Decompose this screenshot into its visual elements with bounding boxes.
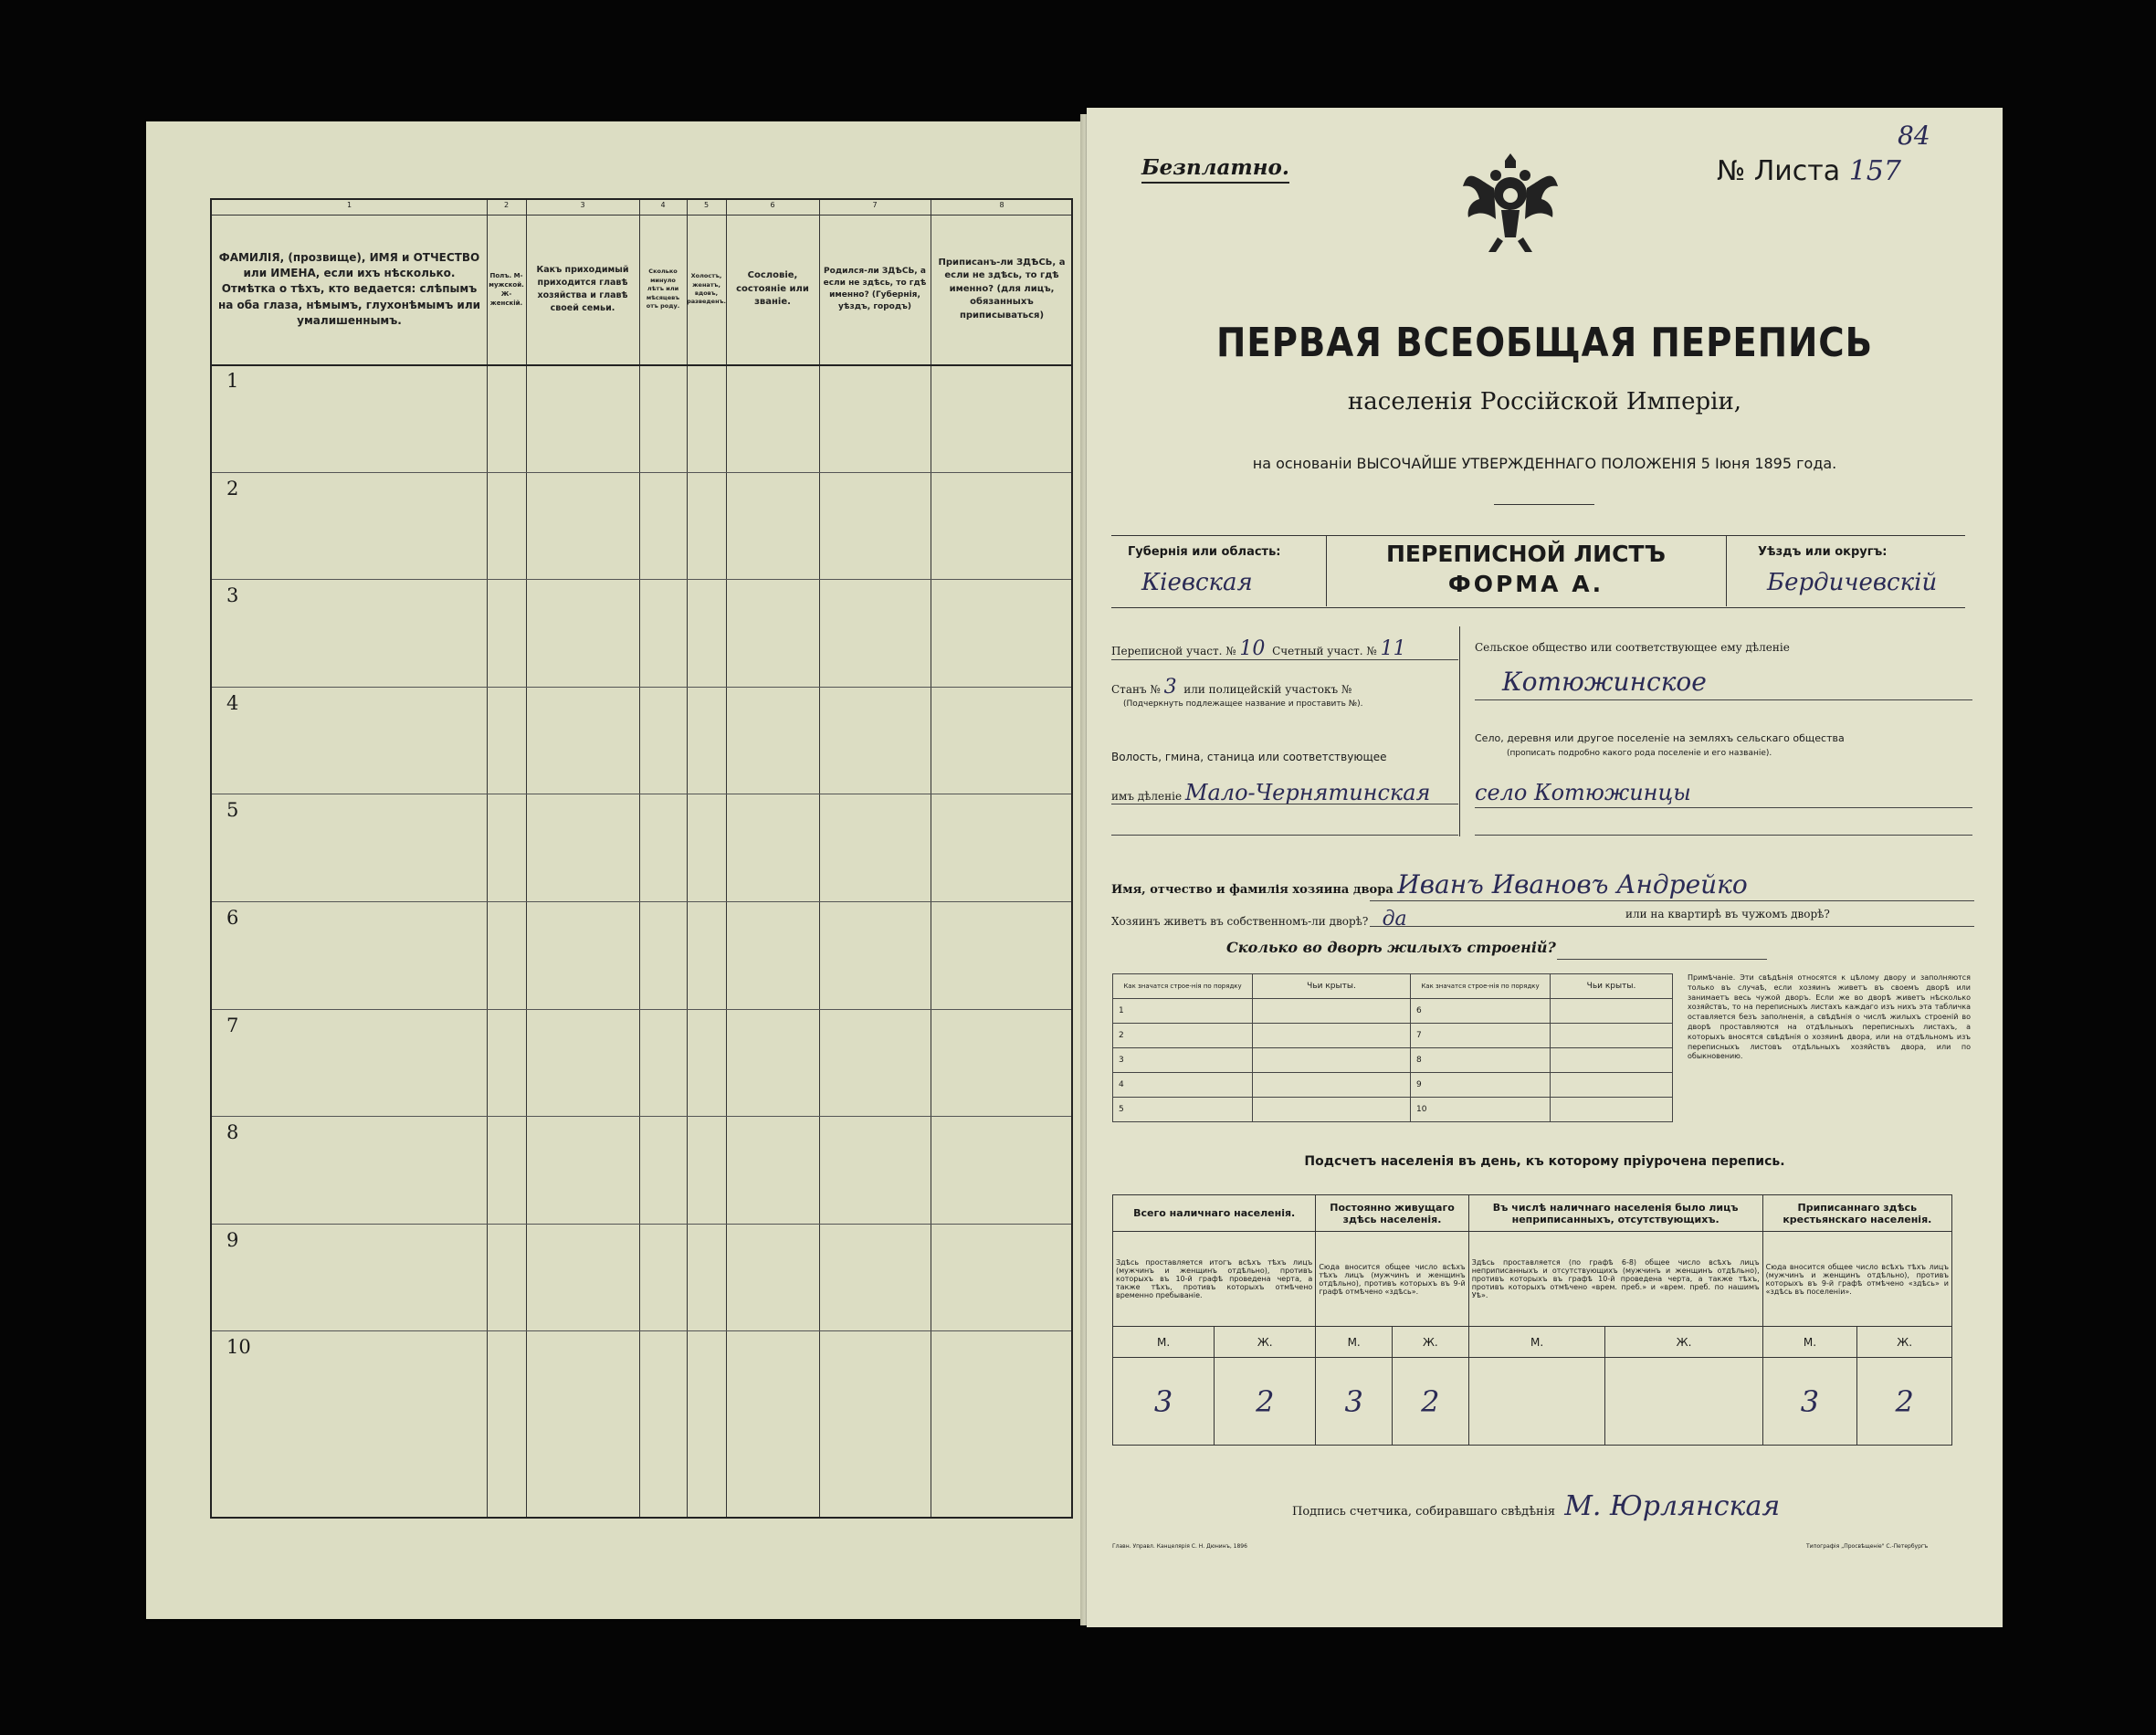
buildings-note: Примѣчаніе. Эти свѣдѣнія относятся к цѣлому двору и заполняются только въ случаѣ, если хозяинъ живетъ въ своемъ дворѣ или занимаетъ весь чужой дворъ. Если же во дворѣ живетъ нѣсколько хозяйствъ, то на переписныхъ листахъ каждаго изъ нихъ эта табличка оставляется безъ заполненія, а свѣдѣнія о числѣ жилыхъ строеній во дворѣ проставляются на отдѣльныхъ переписныхъ листахъ, а которыхъ вносятся свѣдѣнія о хозяинѣ двора, или на отдѣльномъ изъ переписныхъ листовъ отдѣльныхъ хозяйствъ двора, или по обыкновению.	[1688, 973, 1971, 1061]
count-value	[1468, 1358, 1605, 1446]
page-title: ПЕРВАЯ ВСЕОБЩАЯ ПЕРЕПИСЬ	[1216, 320, 1873, 366]
village-note: (прописать подробно какого рода поселеніе и его названіе).	[1507, 749, 1772, 758]
population-count-table: Всего наличнаго населенія. Постоянно живущаго здѣсь населенія. Въ числѣ наличнаго населенія было лицъ неприписанныхъ, отсутствующихъ. Приписаннаго здѣсь крестьянскаго населенія. Здѣсь проставляется итогъ всѣхъ тѣхъ лицъ (мужчинъ и женщинъ отдѣльно), противъ которыхъ въ 10-й графѣ проведена черта, а также тѣхъ, противъ которыхъ отмѣчено временно пребываніе. Сюда вносится общее число всѣхъ тѣхъ лицъ (мужчинъ и женщинъ отдѣльно), противъ которыхъ въ 9-й графѣ отмѣчено «здѣсь». Здѣсь проставляется (по графѣ 6-8) общее число всѣхъ лицъ неприписанныхъ и отсутствующихъ (мужчинъ и женщинъ отдѣльно), противъ которыхъ въ графѣ 10-й проведена черта, а также тѣхъ, противъ которыхъ отмѣчено «врем. преб.» и «врем. преб. по нашимъ Уѣ». Сюда вносится общее число всѣхъ тѣхъ лицъ (мужчинъ и женщинъ отдѣльно), противъ которыхъ въ 9-й графѣ отмѣчено «здѣсь» и «здѣсь въ поселеніи». М. Ж. М. Ж. М. Ж. М. Ж. 3 2 3 2 3 2	[1112, 1194, 1952, 1446]
sheet-number-top: 84	[1898, 121, 1930, 151]
row-number: 9	[226, 1228, 239, 1251]
coat-of-arms-icon	[1459, 150, 1562, 259]
row-number: 6	[226, 907, 239, 929]
column-number: 6	[770, 201, 775, 209]
row-number: 10	[226, 1336, 251, 1359]
count-value	[1605, 1358, 1762, 1446]
column-divider	[726, 200, 727, 1517]
guberniya-label: Губернія или область:	[1128, 545, 1281, 559]
census-district-field: Переписной участ. № 10 Счетный участ. № 11	[1111, 637, 1406, 660]
row-number: 4	[226, 691, 239, 714]
row-divider	[212, 1330, 1071, 1331]
row-divider	[212, 901, 1071, 902]
column-divider	[526, 200, 527, 1517]
left-page	[146, 121, 1087, 1619]
column-number: 5	[703, 201, 710, 209]
row-divider	[212, 1224, 1071, 1225]
household-members-table	[210, 198, 1073, 1519]
column-number: 1	[346, 201, 352, 209]
guberniya-value: Кіевская	[1141, 569, 1253, 596]
signature-field: Подпись счетчика, собиравшаго свѣдѣнія М. Юрлянская	[1292, 1490, 1781, 1522]
column-number: 7	[872, 201, 878, 209]
free-label: Безплатно.	[1141, 155, 1289, 184]
uezd-label: Уѣздъ или округъ:	[1758, 545, 1888, 559]
column-number: 2	[503, 201, 510, 209]
row-divider	[212, 1009, 1071, 1010]
rented-label: или на квартирѣ въ чужомъ дворѣ?	[1625, 908, 1830, 920]
count-value: 3	[1316, 1358, 1393, 1446]
header-age: Сколько минуло лѣтъ или мѣсяцевъ отъ роду.	[646, 268, 680, 310]
column-number: 8	[999, 201, 1004, 209]
sheet-number-label: № Листа 157	[1717, 155, 1901, 187]
printer-right: Типографія „Просвѣщеніе" С.-Петербургъ	[1806, 1543, 1929, 1550]
row-number: 7	[226, 1014, 239, 1036]
right-page	[1087, 108, 2003, 1627]
signature: М. Юрлянская	[1564, 1490, 1781, 1522]
own-house-field: Хозяинъ живетъ въ собственномъ-ли дворѣ? да	[1111, 908, 1407, 931]
count-value: 2	[1857, 1358, 1952, 1446]
header-sex: Полъ. М-мужской. Ж-женскій.	[489, 271, 524, 308]
buildings-table: Как значатся строе-нія по порядку Чьи крыты. Как значатся строе-нія по порядку Чьи крыты. 1 6 2 7 3 8 4 9 5 10	[1112, 973, 1673, 1122]
row-number: 8	[226, 1121, 239, 1144]
row-divider	[212, 1116, 1071, 1117]
count-value: 3	[1762, 1358, 1857, 1446]
row-divider	[212, 687, 1071, 688]
volost-field: имъ дѣленіе Мало-Чернятинская	[1111, 780, 1431, 805]
owner-field: Имя, отчество и фамилія хозяина двора Иванъ Ивановъ Андрейко	[1111, 869, 1748, 899]
header-marital: Холостъ, женатъ, вдовъ, разведенъ.	[687, 272, 726, 306]
column-divider	[687, 200, 688, 1517]
society-label: Сельское общество или соответствующее ему дѣленіе	[1475, 641, 1790, 654]
society-value: Котюжинское	[1502, 667, 1707, 697]
buildings-question: Сколько во дворѣ жилыхъ строеній?	[1226, 939, 1556, 956]
header-registered: Приписанъ-ли ЗДѢСЬ, а если не здѣсь, то гдѣ именно? (для лицъ, обязанныхъ приписываться)	[938, 257, 1066, 321]
column-divider	[487, 200, 488, 1517]
header-relation: Какъ приходимый приходится главѣ хозяйства и главѣ своей семьи.	[536, 265, 629, 313]
count-value: 2	[1215, 1358, 1316, 1446]
village-label: Село, деревня или другое поселеніе на земляхъ сельскаго общества	[1475, 732, 1845, 744]
row-number: 3	[226, 584, 239, 607]
volost-label: Волость, гмина, станица или соответствующее	[1111, 751, 1387, 763]
legal-basis: на основаніи ВЫСОЧАЙШЕ УТВЕРЖДЕННАГО ПОЛОЖЕНІЯ 5 Іюня 1895 года.	[1252, 455, 1837, 472]
column-number: 3	[580, 201, 585, 209]
divider-ornament	[1494, 504, 1594, 505]
camp-field: Станъ № 3 или полицейскій участокъ №	[1111, 676, 1352, 699]
row-number: 1	[226, 370, 239, 392]
village-value: село Котюжинцы	[1475, 780, 1691, 805]
column-divider	[639, 200, 640, 1517]
printer-left: Главн. Управл. Канцелярія С. Н. Дюнинъ, 1896	[1112, 1543, 1247, 1550]
header-estate: Сословіе, состояніе или званіе.	[736, 270, 809, 308]
row-divider	[212, 579, 1071, 580]
count-value: 3	[1113, 1358, 1215, 1446]
sheet-number-value: 157	[1848, 155, 1901, 187]
uezd-value: Бердичевскій	[1767, 569, 1938, 596]
row-divider	[212, 472, 1071, 473]
header-name: ФАМИЛІЯ, (прозвище), ИМЯ и ОТЧЕСТВО или ИМЕНА, если ихъ нѣсколько. Отмѣтка о тѣхъ, кто ведается: слѣпымъ на оба глаза, нѣмымъ, глухонѣмымъ или умалишеннымъ.	[217, 250, 481, 328]
page-subtitle: населенія Россійской Имперіи,	[1347, 388, 1742, 415]
underline-note: (Подчеркнуть подлежащее название и проставить №).	[1123, 699, 1363, 709]
form-label: ФОРМА А.	[1447, 571, 1604, 597]
count-title: Подсчетъ населенія въ день, къ которому пріурочена перепись.	[1304, 1154, 1785, 1169]
header-birthplace: Родился-ли ЗДѢСЬ, а если не здѣсь, то гдѣ именно? (Губернія, уѣздъ, городъ)	[823, 266, 927, 312]
row-number: 5	[226, 799, 239, 822]
column-divider	[819, 200, 820, 1517]
column-number: 4	[660, 201, 666, 209]
sheet-title: ПЕРЕПИСНОЙ ЛИСТЪ	[1386, 541, 1666, 567]
row-number: 2	[226, 477, 239, 499]
count-value: 2	[1393, 1358, 1469, 1446]
